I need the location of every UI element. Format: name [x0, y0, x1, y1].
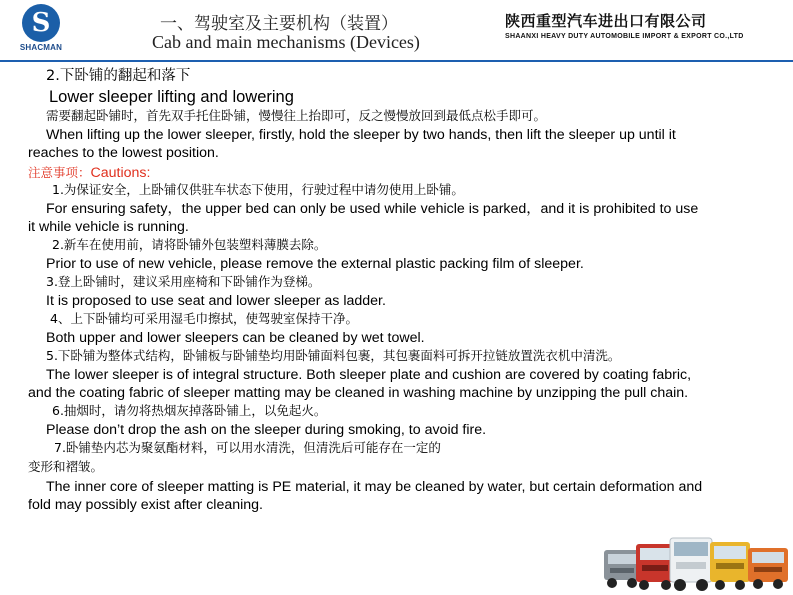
caution-5-english-line1: The lower sleeper is of integral structure. Both sleeper plate and cushion are covered by coating fabric, [46, 367, 692, 383]
intro-chinese: 需要翻起卧铺时，首先双手托住卧铺，慢慢往上抬即可，反之慢慢放回到最低点松手即可。 [46, 108, 547, 123]
title-english: Cab and main mechanisms (Devices) [152, 32, 420, 52]
logo-s-icon: S [31, 8, 51, 38]
intro-english-line1: When lifting up the lower sleeper, firstly, hold the sleeper by two hands, then lift the sleeper up until it [46, 127, 676, 143]
truck-yellow-icon [710, 542, 750, 590]
caution-7-english-line1: The inner core of sleeper matting is PE material, it may be cleaned by water, but certain deformation and [46, 479, 703, 495]
header-divider [0, 60, 793, 62]
caution-7-english-line2: fold may possibly exist after cleaning. [28, 497, 263, 513]
caution-5-english-line2: and the coating fabric of sleeper matting may be cleaned in washing machine by unzipping the pull chain. [28, 385, 689, 401]
caution-3-chinese: 3.登上卧铺时，建议采用座椅和下卧铺作为登梯。 [46, 274, 321, 289]
cautions-label-chinese: 注意事项： [28, 165, 91, 180]
cautions-label [28, 163, 150, 182]
truck-grey-icon [604, 550, 640, 588]
intro-english-line2: reaches to the lowest position. [28, 145, 219, 161]
caution-4-chinese: 4、上下卧铺均可采用湿毛巾擦拭，使驾驶室保持干净。 [50, 311, 358, 326]
company-logo [505, 12, 787, 40]
caution-4-english: Both upper and lower sleepers can be cleaned by wet towel. [46, 330, 425, 346]
caution-6-english: Please don’t drop the ash on the sleeper during smoking, to avoid fire. [46, 422, 487, 438]
section-heading-english: Lower sleeper lifting and lowering [49, 88, 294, 106]
caution-1-english-line2: it while vehicle is running. [28, 219, 189, 235]
title-chinese: 一、驾驶室及主要机构（装置） [160, 14, 398, 34]
caution-6-chinese: 6.抽烟时，请勿将热烟灰掉落卧铺上，以免起火。 [52, 403, 327, 418]
company-name-english: SHAANXI HEAVY DUTY AUTOMOBILE IMPORT & EXPORT CO.,LTD [505, 33, 744, 40]
company-name-chinese: 陕西重型汽车进出口有限公司 [505, 12, 707, 30]
caution-5-chinese: 5.下卧铺为整体式结构，卧铺板与卧铺垫均用卧铺面料包裹，其包裹面料可拆开拉链放置洗衣机中清洗。 [46, 348, 621, 363]
caution-2-english: Prior to use of new vehicle, please remove the external plastic packing film of sleeper. [46, 256, 584, 272]
caution-3-english: It is proposed to use seat and lower sleeper as ladder. [46, 293, 386, 309]
section-heading-chinese: 2.下卧铺的翻起和落下 [46, 68, 191, 84]
truck-red-icon [636, 544, 674, 590]
shacman-logo [14, 4, 68, 54]
caution-7-chinese-line1: 7.卧铺垫内芯为聚氨酯材料，可以用水清洗，但清洗后可能存在一定的 [54, 440, 441, 455]
truck-white-icon [670, 538, 712, 591]
caution-1-english-line1: For ensuring safety，the upper bed can only be used while vehicle is parked，and it is prohibited to use [46, 201, 699, 217]
caution-1-chinese: 1.为保证安全，上卧铺仅供驻车状态下使用，行驶过程中请勿使用上卧铺。 [52, 182, 464, 197]
truck-orange-icon [748, 548, 788, 589]
caution-2-chinese: 2.新车在使用前，请将卧铺外包装塑料薄膜去除。 [52, 237, 327, 252]
logo-text: SHACMAN [19, 43, 63, 52]
cautions-label-english: Cautions: [90, 165, 151, 181]
truck-fleet-image [600, 528, 793, 595]
caution-7-chinese-line2: 变形和褶皱。 [28, 459, 104, 474]
slide-header [0, 0, 793, 58]
